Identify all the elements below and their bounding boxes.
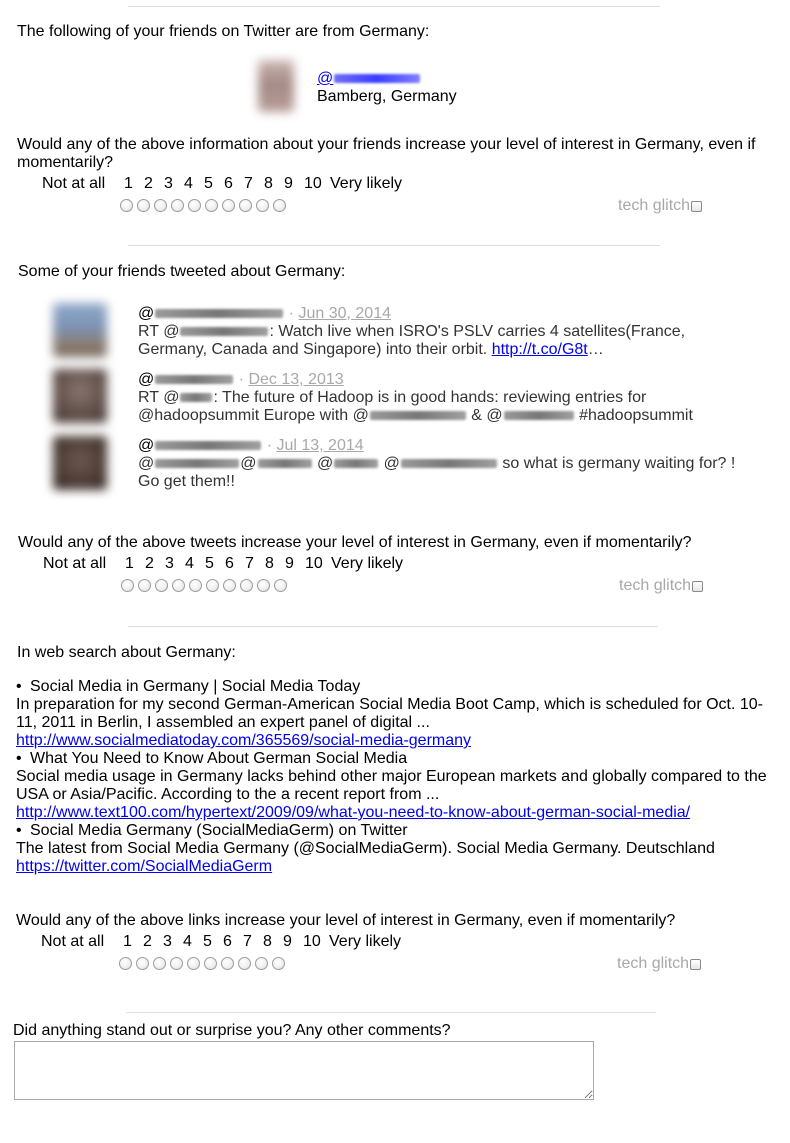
- comments-textarea[interactable]: [14, 1041, 594, 1100]
- scale-low-label: Not at all: [43, 555, 107, 572]
- rating-radio-6[interactable]: [206, 579, 219, 592]
- rating-radio-9[interactable]: [257, 579, 270, 592]
- rating-radio-5[interactable]: [188, 199, 201, 212]
- tech-glitch-option[interactable]: [618, 197, 702, 215]
- web-scale: [41, 933, 401, 951]
- tweet-1-header: @ · Jun 30, 2014: [138, 305, 391, 322]
- rating-radio-5[interactable]: [189, 579, 202, 592]
- rating-radio-6[interactable]: [204, 957, 217, 970]
- rating-radio-3[interactable]: [153, 957, 166, 970]
- tweet-avatar: [53, 369, 107, 423]
- divider-4: [126, 1012, 656, 1013]
- rating-radio-2[interactable]: [136, 957, 149, 970]
- tech-glitch-checkbox[interactable]: [692, 581, 703, 592]
- web-result-3-url[interactable]: https://twitter.com/SocialMediaGerm: [16, 858, 273, 875]
- rating-radio-2[interactable]: [138, 579, 151, 592]
- friend-location: Bamberg, Germany: [317, 88, 457, 105]
- tweet-3-body-line2: Go get them!!: [138, 473, 235, 490]
- scale-numbers: 1 2 3 4 5 6 7 8 9 10: [125, 555, 323, 572]
- tweets-question: Would any of the above tweets increase your level of interest in Germany, even if momentarily?: [18, 534, 692, 551]
- tweet-avatar: [53, 303, 107, 357]
- rating-radio-4[interactable]: [171, 199, 184, 212]
- tech-glitch-label: tech glitch: [619, 577, 692, 594]
- divider-3: [128, 626, 658, 627]
- scale-high-label: Very likely: [330, 175, 403, 192]
- friends-heading: The following of your friends on Twitter are from Germany:: [17, 23, 430, 40]
- tweets-scale: [43, 555, 403, 573]
- rating-radio-1[interactable]: [120, 199, 133, 212]
- rating-radio-4[interactable]: [172, 579, 185, 592]
- rating-radio-4[interactable]: [170, 957, 183, 970]
- rating-radio-10[interactable]: [273, 199, 286, 212]
- tweet-1-body-line2: Germany, Canada and Singapore) into their orbit. http://t.co/G8t…: [138, 341, 604, 358]
- tweet-date-link[interactable]: Jul 13, 2014: [276, 437, 364, 454]
- divider-2: [128, 245, 660, 246]
- rating-radio-10[interactable]: [272, 957, 285, 970]
- rating-radio-8[interactable]: [240, 579, 253, 592]
- friends-radio-group: [120, 199, 286, 212]
- rating-radio-3[interactable]: [155, 579, 168, 592]
- rating-radio-1[interactable]: [121, 579, 134, 592]
- web-result-2-snippet: Social media usage in Germany lacks behind other major European markets and globally compared to the USA or Asia/Pacific. According to the a recent report from ...: [16, 768, 767, 803]
- rating-radio-8[interactable]: [238, 957, 251, 970]
- tweet-2-body: RT @ : The future of Hadoop is in good hands: reviewing entries for: [138, 389, 647, 406]
- rating-radio-1[interactable]: [119, 957, 132, 970]
- scale-high-label: Very likely: [329, 933, 402, 950]
- tweets-heading: Some of your friends tweeted about Germany:: [18, 263, 346, 280]
- web-result-2-url[interactable]: http://www.text100.com/hypertext/2009/09/what-you-need-to-know-about-german-social-media/: [16, 804, 691, 821]
- rating-radio-6[interactable]: [205, 199, 218, 212]
- divider-top: [128, 6, 660, 7]
- scale-numbers: 1 2 3 4 5 6 7 8 9 10: [124, 175, 322, 192]
- tweet-date-link[interactable]: Dec 13, 2013: [248, 371, 344, 388]
- tech-glitch-checkbox[interactable]: [690, 959, 701, 970]
- tech-glitch-option[interactable]: [617, 955, 701, 973]
- tweet-2-header: @ · Dec 13, 2013: [138, 371, 344, 388]
- web-question: Would any of the above links increase your level of interest in Germany, even if momentarily?: [16, 912, 676, 929]
- web-result-1-snippet: In preparation for my second German-American Social Media Boot Camp, which is scheduled for Oct. 10-11, 2011 in Berlin, I assembled an expert panel of digital ...: [16, 696, 763, 731]
- comments-question: Did anything stand out or surprise you? Any other comments?: [13, 1022, 451, 1039]
- tech-glitch-checkbox[interactable]: [691, 201, 702, 212]
- tweet-2-body-line2: @hadoopsummit Europe with @ & @ #hadoopsummit: [138, 407, 693, 424]
- web-result-2-title: • What You Need to Know About German Social Media: [16, 750, 408, 767]
- scale-numbers: 1 2 3 4 5 6 7 8 9 10: [123, 933, 321, 950]
- friend-avatar: [258, 60, 294, 112]
- rating-radio-7[interactable]: [222, 199, 235, 212]
- friend-handle[interactable]: @: [317, 70, 421, 88]
- web-radio-group: [119, 957, 285, 970]
- rating-radio-7[interactable]: [221, 957, 234, 970]
- scale-high-label: Very likely: [331, 555, 404, 572]
- rating-radio-9[interactable]: [256, 199, 269, 212]
- rating-radio-7[interactable]: [223, 579, 236, 592]
- scale-low-label: Not at all: [41, 933, 105, 950]
- tweet-3-header: @ · Jul 13, 2014: [138, 437, 364, 454]
- tweets-radio-group: [121, 579, 287, 592]
- rating-radio-5[interactable]: [187, 957, 200, 970]
- rating-radio-10[interactable]: [274, 579, 287, 592]
- rating-radio-3[interactable]: [154, 199, 167, 212]
- tech-glitch-label: tech glitch: [618, 197, 691, 214]
- scale-low-label: Not at all: [42, 175, 106, 192]
- rating-radio-8[interactable]: [239, 199, 252, 212]
- web-result-3-title: • Social Media Germany (SocialMediaGerm) on Twitter: [16, 822, 408, 839]
- web-result-1-url[interactable]: http://www.socialmediatoday.com/365569/social-media-germany: [16, 732, 472, 749]
- tweet-1-body: RT @ : Watch live when ISRO's PSLV carries 4 satellites(France,: [138, 323, 686, 340]
- rating-radio-2[interactable]: [137, 199, 150, 212]
- friends-question: Would any of the above information about your friends increase your level of interest in Germany, even if momentarily?: [17, 136, 756, 171]
- rating-radio-9[interactable]: [255, 957, 268, 970]
- friends-scale: [42, 175, 402, 193]
- web-result-3-snippet: The latest from Social Media Germany (@SocialMediaGerm). Social Media Germany. Deutschland: [16, 840, 715, 857]
- tweet-link[interactable]: http://t.co/G8t: [491, 341, 588, 358]
- web-result-1-title: • Social Media in Germany | Social Media Today: [16, 678, 361, 695]
- tweet-avatar: [53, 436, 107, 490]
- tweet-date-link[interactable]: Jun 30, 2014: [298, 305, 391, 322]
- tech-glitch-label: tech glitch: [617, 955, 690, 972]
- web-heading: In web search about Germany:: [17, 644, 236, 661]
- tweet-3-body: @ @ @ @ so what is germany waiting for? !: [138, 455, 736, 472]
- tech-glitch-option[interactable]: [619, 577, 703, 595]
